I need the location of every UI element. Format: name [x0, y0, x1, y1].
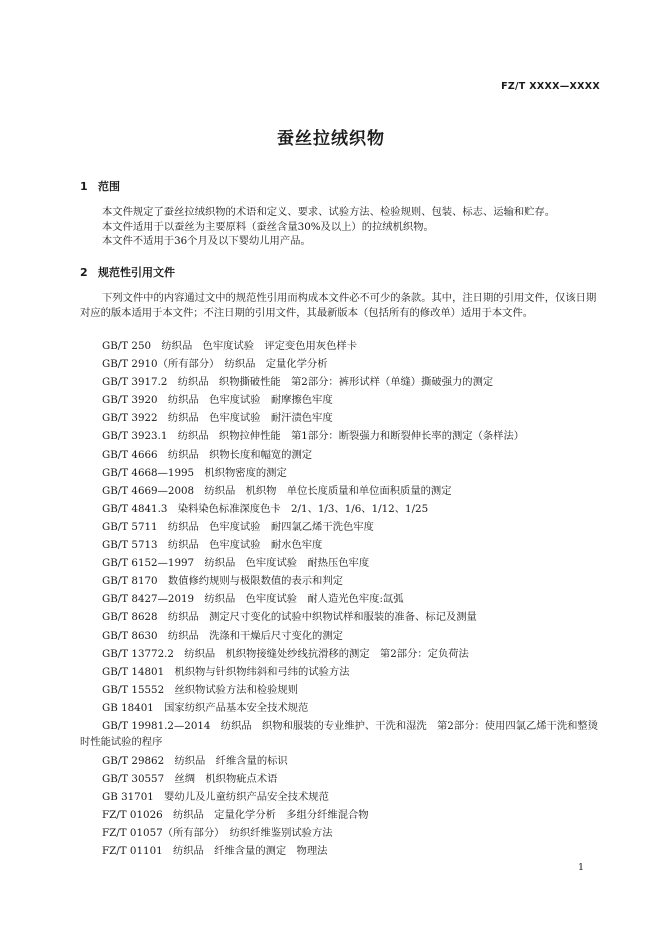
reference-item: GB/T 8630 纺织品 洗涤和干燥后尺寸变化的测定 — [102, 629, 343, 642]
reference-item: GB/T 5713 纺织品 色牢度试验 耐水色牢度 — [102, 539, 323, 552]
reference-item: GB/T 4669—2008 纺织品 机织物 单位长度质量和单位面积质量的测定 — [102, 484, 452, 497]
reference-item: FZ/T 01057（所有部分） 纺织纤维鉴别试验方法 — [102, 827, 333, 840]
reference-item: GB/T 29862 纺织品 纤维含量的标识 — [102, 754, 288, 767]
reference-item: GB/T 14801 机织物与针织物纬斜和弓纬的试验方法 — [102, 665, 350, 678]
reference-item: GB 31701 婴幼儿及儿童纺织产品安全技术规范 — [102, 791, 329, 804]
reference-item: GB/T 4668—1995 机织物密度的测定 — [102, 466, 287, 479]
reference-item: GB/T 3923.1 纺织品 织物拉伸性能 第1部分：断裂强力和断裂伸长率的测定（条样法） — [102, 430, 525, 443]
section-1-body — [80, 205, 606, 249]
reference-item: GB/T 8427—2019 纺织品 色牢度试验 耐人造光色牢度:氙弧 — [102, 593, 404, 606]
section-2-number: 2 — [80, 266, 88, 279]
reference-item: GB/T 8628 纺织品 测定尺寸变化的试验中织物试样和服装的准备、标记及测量 — [102, 611, 477, 624]
reference-item: GB/T 15552 丝织物试验方法和检验规则 — [102, 683, 299, 696]
reference-item: GB/T 250 纺织品 色牢度试验 评定变色用灰色样卡 — [102, 340, 357, 352]
reference-list — [80, 337, 606, 861]
section-2-intro: 下列文件中的内容通过文中的规范性引用而构成本文件必不可少的条款。其中，注日期的引用文件，仅该日期对应的版本适用于本文件；不注日期的引用文件，其最新版本（包括所有的修改单）适用于本文件。 — [80, 292, 597, 319]
reference-item: GB/T 3920 纺织品 色牢度试验 耐摩擦色牢度 — [102, 394, 333, 407]
reference-item: GB/T 19981.2—2014 纺织品 织物和服装的专业维护、干洗和湿洗 第2部分：使用四氯乙烯干洗和整烫时性能试验的程序 — [80, 719, 599, 749]
reference-item: GB/T 4666 纺织品 织物长度和幅宽的测定 — [102, 448, 313, 461]
standard-code: FZ/T XXXX—XXXX — [501, 81, 600, 92]
section-2-heading — [80, 264, 175, 280]
scope-paragraph-3: 本文件不适用于36个月及以下婴幼儿用产品。 — [102, 235, 311, 247]
reference-item: GB/T 30557 丝绸 机织物疵点术语 — [102, 773, 278, 786]
section-2-title: 规范性引用文件 — [98, 266, 175, 279]
reference-item: GB 18401 国家纺织产品基本安全技术规范 — [102, 701, 309, 714]
reference-item: FZ/T 01101 纺织品 纤维含量的测定 物理法 — [102, 845, 328, 858]
section-1-number: 1 — [80, 180, 88, 193]
reference-item: GB/T 4841.3 染料染色标准深度色卡 2/1、1/3、1/6、1/12、1/25 — [102, 502, 429, 515]
reference-item: GB/T 2910（所有部分） 纺织品 定量化学分析 — [102, 358, 328, 371]
reference-item: FZ/T 01026 纺织品 定量化学分析 多组分纤维混合物 — [102, 809, 369, 822]
reference-item: GB/T 6152—1997 纺织品 色牢度试验 耐热压色牢度 — [102, 557, 370, 570]
page-number: 1 — [577, 862, 584, 873]
reference-item: GB/T 5711 纺织品 色牢度试验 耐四氯乙烯干洗色牢度 — [102, 520, 374, 533]
document-title: 蚕丝拉绒织物 — [277, 129, 385, 149]
section-1-heading — [80, 178, 120, 194]
scope-paragraph-1: 本文件规定了蚕丝拉绒织物的术语和定义、要求、试验方法、检验规则、包装、标志、运输和贮存。 — [102, 206, 556, 218]
reference-item: GB/T 8170 数值修约规则与极限数值的表示和判定 — [102, 575, 343, 588]
reference-item: GB/T 13772.2 纺织品 机织物接缝处纱线抗滑移的测定 第2部分：定负荷法 — [102, 647, 469, 660]
scope-paragraph-2: 本文件适用于以蚕丝为主要原料（蚕丝含量30%及以上）的拉绒机织物。 — [102, 220, 434, 233]
section-1-title: 范围 — [98, 180, 120, 193]
reference-item: GB/T 3922 纺织品 色牢度试验 耐汗渍色牢度 — [102, 412, 333, 425]
reference-item: GB/T 3917.2 纺织品 织物撕破性能 第2部分：裤形试样（单缝）撕破强力的测定 — [102, 376, 494, 389]
